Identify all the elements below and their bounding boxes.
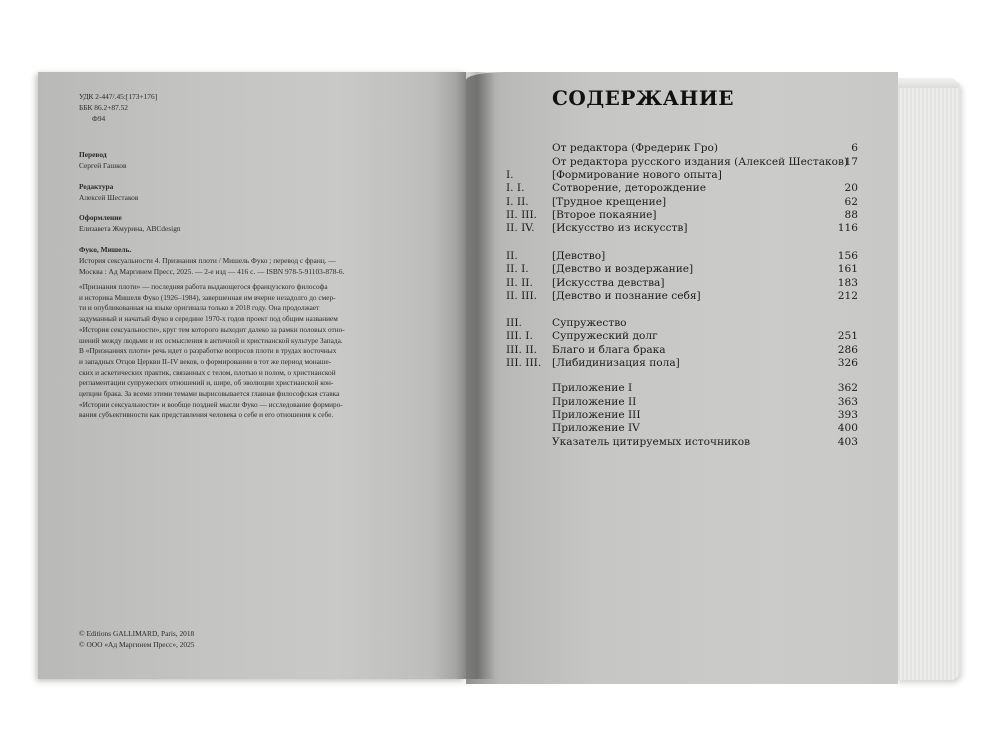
toc-entry <box>506 156 858 170</box>
toc-entry <box>506 344 858 358</box>
book-spine <box>455 72 495 679</box>
toc-entry-title: Сотворение, деторождение <box>552 182 706 194</box>
editor-name: Алексей Шестаков <box>79 193 139 202</box>
toc-entry <box>506 382 858 396</box>
design-label: Оформление <box>79 213 122 222</box>
toc-number: II. <box>506 250 518 262</box>
book-author: Фуко, Мишель. <box>79 245 132 254</box>
page-block-edge <box>896 82 960 680</box>
toc-entry <box>506 182 858 196</box>
toc-page-number: 183 <box>837 277 858 289</box>
toc-number: II. II. <box>506 277 533 289</box>
toc-page-number: 400 <box>837 422 858 434</box>
annotation-line: В «Признаниях плоти» речь идет о разработке вопросов плоти в трудах восточных <box>79 346 337 356</box>
toc-page-number: 286 <box>837 344 858 356</box>
toc-number: I. I. <box>506 182 525 194</box>
toc-number: III. III. <box>506 357 542 369</box>
bbk-code: ББК 86.2+87.52 <box>79 103 128 112</box>
toc-entry-title: Приложение IV <box>552 422 640 434</box>
toc-entry-title: От редактора русского издания (Алексей Шестаков) <box>552 156 849 168</box>
annotation-line: ских и аскетических практик, связанных с телом, плотью и полом, о христианской <box>79 367 336 377</box>
toc-page-number: 161 <box>837 263 858 275</box>
toc-entry-title: [Второе покаяние] <box>552 209 657 221</box>
toc-number: I. II. <box>506 196 529 208</box>
annotation-line: «Признания плоти» — последняя работа выдающегося французского философа <box>79 282 328 291</box>
annotation-line: «Истории сексуальности» и вообще поздней мысли Фуко — исследование формиро- <box>79 399 343 409</box>
toc-entry-title: Приложение II <box>552 396 637 408</box>
annotation-line: ти и опубликованная на языке оригинала только в 2018 году. Она продолжает <box>79 303 320 313</box>
toc-entry <box>506 263 858 277</box>
toc-number: II. IV. <box>506 222 535 234</box>
toc-entry-title: [Либидинизация пола] <box>552 357 680 369</box>
toc-number: II. III. <box>506 209 538 221</box>
toc-entry <box>506 209 858 223</box>
toc-entry <box>506 222 858 236</box>
toc-page-number: 362 <box>837 382 858 394</box>
toc-entry <box>506 436 858 450</box>
toc-page-number: 212 <box>837 290 858 302</box>
toc-page-number: 251 <box>837 330 858 342</box>
author-sign: Ф94 <box>92 114 106 123</box>
annotation-paragraph <box>79 282 379 421</box>
toc-entry-title: От редактора (Фредерик Гро) <box>552 142 719 154</box>
toc-entry <box>506 409 858 423</box>
toc-page-number: 17 <box>844 156 858 168</box>
udk-code: УДК 2-447/.45:[173+176] <box>79 92 158 101</box>
toc-number: II. III. <box>506 290 538 302</box>
toc-page-number: 403 <box>837 436 858 448</box>
toc-entry <box>506 169 858 183</box>
toc-entry <box>506 196 858 210</box>
toc-entry-title: Благо и блага брака <box>552 344 666 356</box>
toc-page-number: 393 <box>837 409 858 421</box>
toc-entry-title: [Искусства девства] <box>552 277 665 289</box>
copyright-publisher: © ООО «Ад Маргинем Пресс», 2025 <box>79 640 195 649</box>
toc-entry-title: Супружество <box>552 317 627 329</box>
toc-entry-title: [Формирование нового опыта] <box>552 169 722 181</box>
annotation-line: вания субъективности как представления человека о себе и его отношения к себе. <box>79 410 334 420</box>
toc-entry <box>506 330 858 344</box>
toc-entry-title: [Трудное крещение] <box>552 196 667 208</box>
toc-page-number: 326 <box>837 357 858 369</box>
toc-number: III. <box>506 317 522 329</box>
toc-entry-title: Приложение I <box>552 382 633 394</box>
toc-page-number: 6 <box>851 142 858 154</box>
toc-entry <box>506 142 858 156</box>
toc-page-number: 88 <box>844 209 858 221</box>
toc-number: III. II. <box>506 344 538 356</box>
annotation-line: и историка Мишеля Фуко (1926–1984), завершенная им вчерне незадолго до смер- <box>79 292 336 302</box>
toc-number: III. I. <box>506 330 533 342</box>
toc-entry-title: Указатель цитируемых источников <box>552 436 751 448</box>
toc-entry <box>506 396 858 410</box>
toc-entry <box>506 422 858 436</box>
biblio-line: Москва : Ад Маргинем Пресс, 2025. — 2-е изд — 416 с. — ISBN 978-5-91103-878-6. <box>79 267 345 276</box>
toc-page-number: 156 <box>837 250 858 262</box>
toc-page-number: 20 <box>844 182 858 194</box>
toc-page-number: 116 <box>837 222 858 234</box>
annotation-line: «История сексуальности», круг тем которого выходит далеко за рамки половых отно- <box>79 324 345 334</box>
toc-entry-title: Супружеский долг <box>552 330 658 342</box>
toc-entry <box>506 250 858 264</box>
annotation-line: задуманный и начатый Фуко в середине 1970-х годов проект под общим названием <box>79 314 338 324</box>
translator-name: Сергей Гашков <box>79 161 127 170</box>
toc-page-number: 363 <box>837 396 858 408</box>
toc-entry-title: [Девство и воздержание] <box>552 263 694 275</box>
annotation-line: цепции брака. За всеми этими темами вырисовывается главная философская ставка <box>79 389 340 399</box>
toc-entry-title: [Девство и познание себя] <box>552 290 701 302</box>
editor-label: Редактура <box>79 182 114 191</box>
annotation-line: и западных Отцов Церкви II–IV веков, о формировании в тот же период монаше- <box>79 356 332 366</box>
annotation-line: регламентации супружеских отношений и, шире, об эволюции христианской кон- <box>79 378 334 388</box>
toc-entry <box>506 290 858 304</box>
toc-number: II. I. <box>506 263 529 275</box>
biblio-line: История сексуальности 4. Признания плоти / Мишель Фуко ; перевод с франц. — <box>79 256 336 265</box>
toc-entry <box>506 277 858 291</box>
toc-title: СОДЕРЖАНИЕ <box>552 86 734 110</box>
toc-entry <box>506 317 858 331</box>
annotation-line: шений между людьми и их осмысления в античной и христианской культуре Запада. <box>79 335 343 345</box>
designer-name: Елизавета Жмурина, ABCdesign <box>79 224 181 233</box>
toc-entry-title: [Девство] <box>552 250 606 262</box>
toc-page-number: 62 <box>844 196 858 208</box>
toc-entry-title: [Искусство из искусств] <box>552 222 688 234</box>
toc-entry <box>506 357 858 371</box>
toc-entry-title: Приложение III <box>552 409 641 421</box>
toc-number: I. <box>506 169 514 181</box>
translation-label: Перевод <box>79 150 107 159</box>
copyright-original: © Editions GALLIMARD, Paris, 2018 <box>79 629 195 638</box>
